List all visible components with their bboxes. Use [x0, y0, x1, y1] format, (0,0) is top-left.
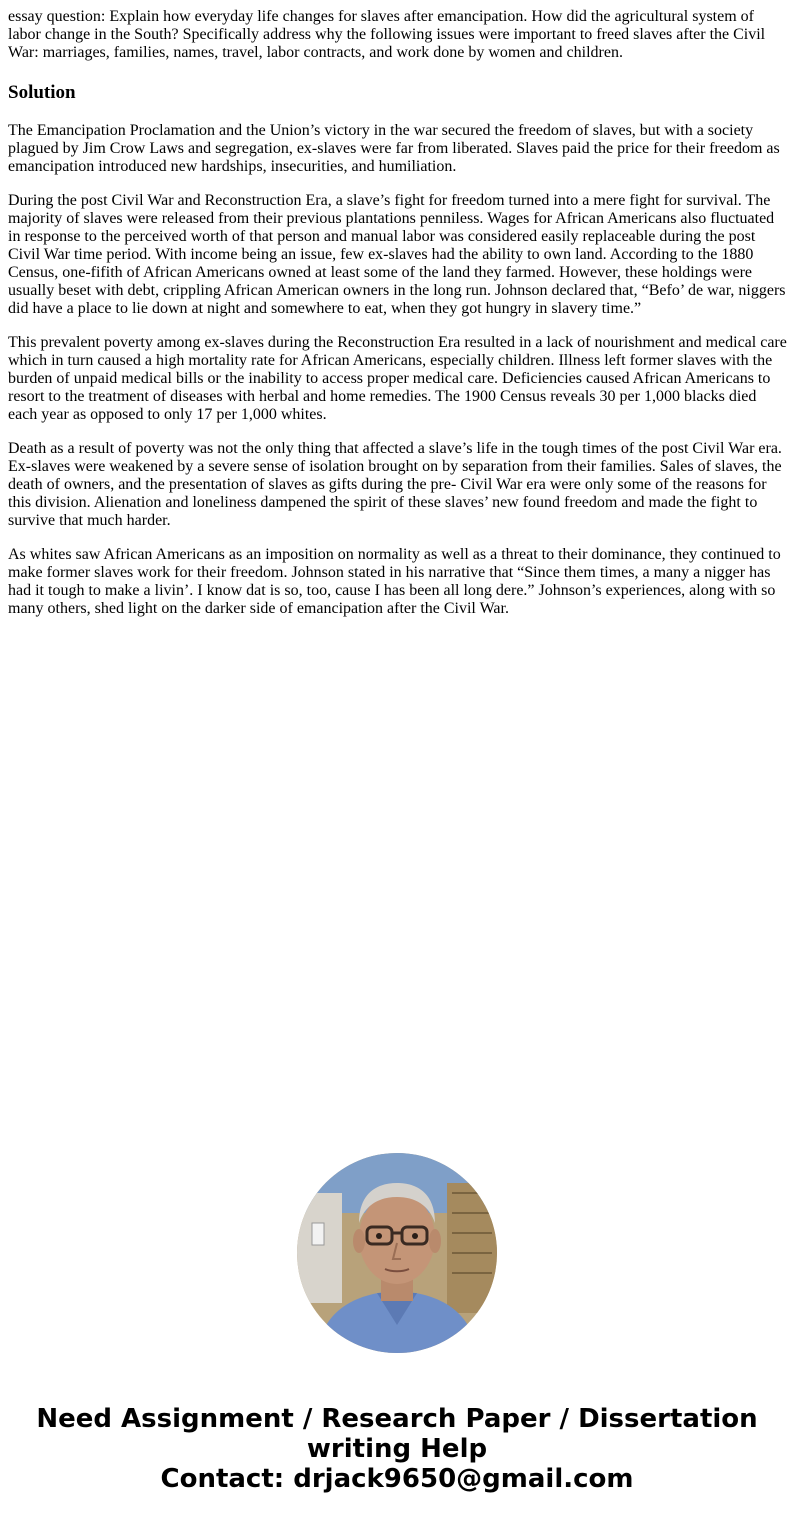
- promo-line-1: Need Assignment / Research Paper / Dissertation: [36, 1404, 758, 1434]
- essay-question: essay question: Explain how everyday life changes for slaves after emancipation. How did the agricultural system of labor change in the South? Specifically address why the following issues were important to freed slaves after the Civil War: marriages, families, names, travel, labor contracts, and work done by women and children.: [8, 8, 766, 61]
- document-body: [8, 8, 788, 634]
- paragraph-1: The Emancipation Proclamation and the Union’s victory in the war secured the freedom of slaves, but with a society plagued by Jim Crow Laws and segregation, ex-slaves were far from liberated. Slaves paid the price for their freedom as emancipation introduced new hardships, insecurities, and humiliation.: [8, 122, 780, 175]
- promo-banner: [0, 1404, 794, 1494]
- paragraph-2: During the post Civil War and Reconstruction Era, a slave’s fight for freedom turned into a mere fight for survival. The majority of slaves were released from their previous plantations penniless. Wages for African Americans also fluctuated in response to the perceived worth of that person and manual labor was considered easily replaceable during the post Civil War time period. With income being an issue, few ex-slaves had the ability to own land. According to the 1880 Census, one-fifith of African Americans owned at least some of the land they farmed. However, these holdings were usually beset with debt, crippling African American owners in the long run. Johnson declared that, “Befo’ de war, niggers did have a place to lie down at night and somewhere to eat, when they got hungry in slavery time.”: [8, 192, 786, 317]
- paragraph-5: As whites saw African Americans as an imposition on normality as well as a threat to their dominance, they continued to make former slaves work for their freedom. Johnson stated in his narrative that “Since them times, a many a nigger has had it tough to make a livin’. I know dat is so, too, cause I has been all long dere.” Johnson’s experiences, along with so many others, shed light on the darker side of emancipation after the Civil War.: [8, 546, 781, 617]
- solution-heading: Solution: [8, 82, 76, 103]
- paragraph-3: This prevalent poverty among ex-slaves during the Reconstruction Era resulted in a lack of nourishment and medical care which in turn caused a high mortality rate for African Americans, especially children. Illness left former slaves with the burden of unpaid medical bills or the inability to access proper medical care. Deficiencies caused African Americans to resort to the treatment of diseases with herbal and home remedies. The 1900 Census reveals 30 per 1,000 blacks died each year as opposed to only 17 per 1,000 whites.: [8, 334, 787, 423]
- promo-contact: Contact: drjack9650@gmail.com: [160, 1464, 634, 1494]
- avatar: [297, 1153, 497, 1353]
- promo-line-2: writing Help: [306, 1434, 488, 1464]
- paragraph-4: Death as a result of poverty was not the only thing that affected a slave’s life in the tough times of the post Civil War era. Ex-slaves were weakened by a severe sense of isolation brought on by separation from their families. Sales of slaves, the death of owners, and the presentation of slaves as gifts during the pre- Civil War era were only some of the reasons for this division. Alienation and loneliness dampened the spirit of these slaves’ new found freedom and made the fight to survive that much harder.: [8, 440, 782, 529]
- person-portrait-icon: [297, 1153, 497, 1353]
